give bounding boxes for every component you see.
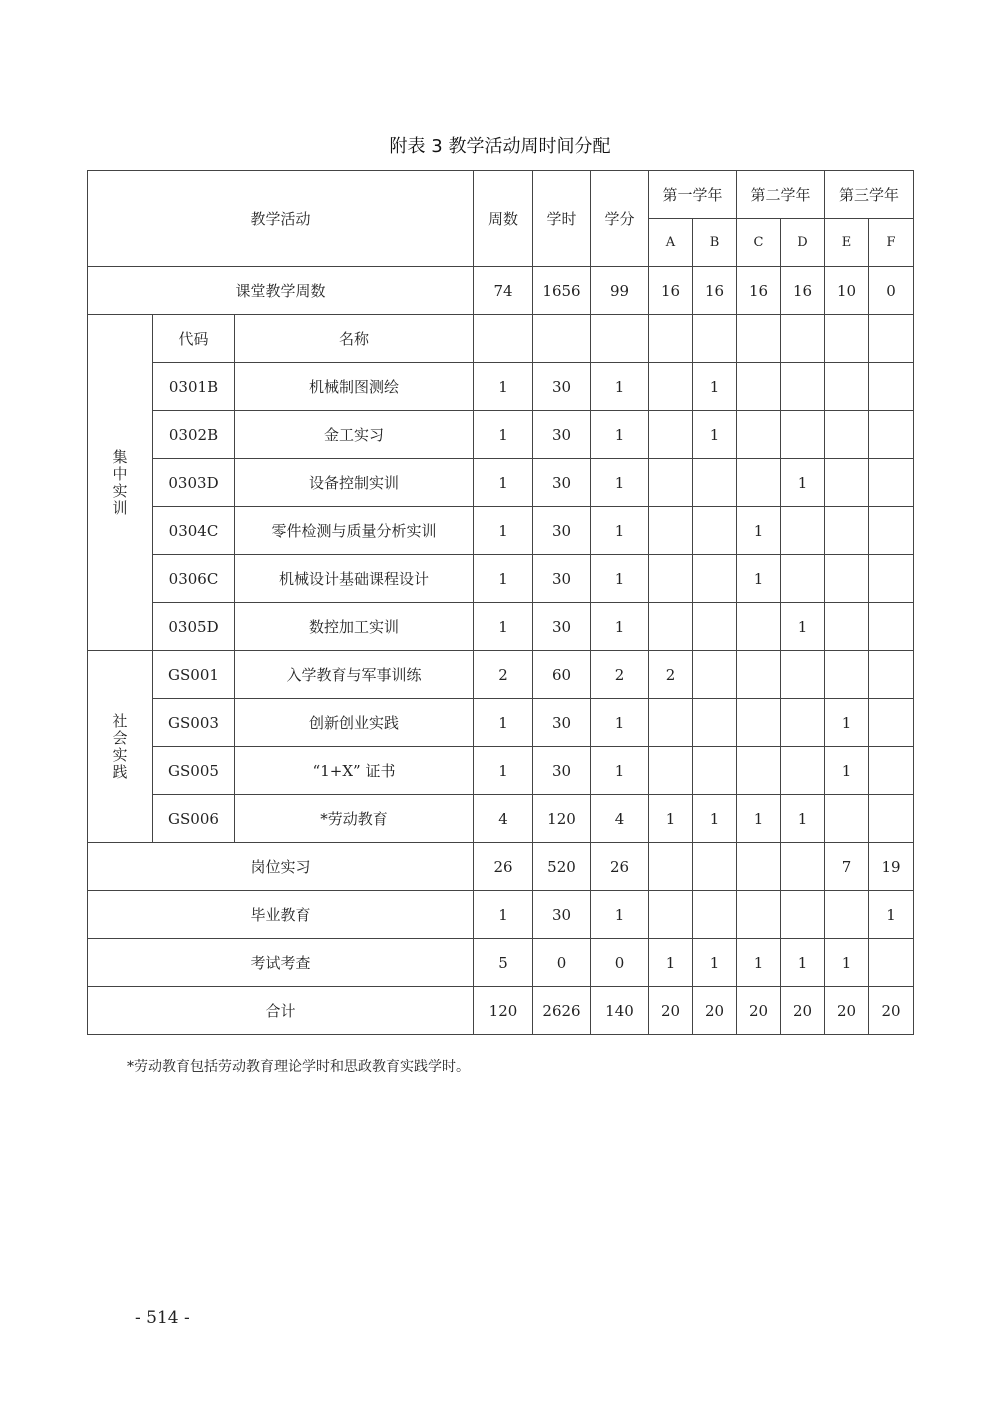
value-cell: 1 [693,363,737,411]
empty-cell [869,315,914,363]
value-cell: 1 [693,939,737,987]
value-cell: 20 [869,987,914,1035]
footnote: *劳动教育包括劳动教育理论学时和思政教育实践学时。 [127,1059,470,1075]
course-code: 0306C [153,555,235,603]
value-cell: 16 [649,267,693,315]
value-cell [825,411,869,459]
header-year-3: 第三学年 [825,171,914,219]
course-name: 设备控制实训 [235,459,474,507]
course-code: 0302B [153,411,235,459]
value-cell [649,555,693,603]
value-cell [737,651,781,699]
header-year-1: 第一学年 [649,171,737,219]
table-row [88,363,914,411]
value-cell: 1 [591,747,649,795]
value-cell [869,459,914,507]
value-cell: 1 [781,459,825,507]
value-cell [649,891,693,939]
value-cell: 1 [649,795,693,843]
value-cell [649,699,693,747]
value-cell [869,603,914,651]
value-cell [825,795,869,843]
value-cell: 2 [474,651,533,699]
value-cell [825,507,869,555]
value-cell: 1 [474,891,533,939]
empty-cell [693,315,737,363]
value-cell: 1 [474,363,533,411]
value-cell: 520 [533,843,591,891]
table-row [88,507,914,555]
course-code: GS003 [153,699,235,747]
empty-cell [474,315,533,363]
row-label: 考试考查 [88,939,474,987]
value-cell: 120 [474,987,533,1035]
value-cell [737,747,781,795]
classroom-row [88,267,914,315]
value-cell: 30 [533,699,591,747]
value-cell: 1 [737,555,781,603]
group-label: 集中实训 [88,315,153,651]
value-cell: 30 [533,459,591,507]
summary-row [88,987,914,1035]
value-cell [781,699,825,747]
course-code: 0301B [153,363,235,411]
value-cell [781,843,825,891]
value-cell: 4 [474,795,533,843]
value-cell [649,843,693,891]
value-cell: 20 [649,987,693,1035]
value-cell: 26 [474,843,533,891]
value-cell: 1 [474,603,533,651]
value-cell: 16 [693,267,737,315]
value-cell: 0 [591,939,649,987]
value-cell [869,555,914,603]
empty-cell [649,315,693,363]
header-activity: 教学活动 [88,171,474,267]
value-cell: 30 [533,507,591,555]
value-cell [825,891,869,939]
value-cell: 16 [737,267,781,315]
value-cell [869,363,914,411]
value-cell [781,507,825,555]
course-name: “1+X” 证书 [235,747,474,795]
course-name: 机械设计基础课程设计 [235,555,474,603]
header-row-1 [88,171,914,219]
value-cell: 16 [781,267,825,315]
value-cell [693,603,737,651]
value-cell: 1 [591,459,649,507]
row-label: 毕业教育 [88,891,474,939]
row-label: 课堂教学周数 [88,267,474,315]
value-cell: 1656 [533,267,591,315]
value-cell [693,699,737,747]
course-code: 0303D [153,459,235,507]
value-cell: 30 [533,411,591,459]
value-cell: 1 [591,603,649,651]
value-cell [869,507,914,555]
value-cell [869,747,914,795]
course-code: GS001 [153,651,235,699]
value-cell: 120 [533,795,591,843]
value-cell: 1 [474,411,533,459]
value-cell: 1 [781,939,825,987]
value-cell: 1 [737,939,781,987]
value-cell [693,747,737,795]
empty-cell [591,315,649,363]
value-cell [649,363,693,411]
empty-cell [533,315,591,363]
course-code: GS006 [153,795,235,843]
value-cell [737,603,781,651]
value-cell: 1 [825,699,869,747]
value-cell: 10 [825,267,869,315]
value-cell: 1 [693,411,737,459]
course-name: 金工实习 [235,411,474,459]
value-cell [737,843,781,891]
value-cell: 1 [869,891,914,939]
table-row [88,795,914,843]
value-cell: 1 [825,747,869,795]
value-cell: 20 [693,987,737,1035]
value-cell: 1 [649,939,693,987]
table-row [88,699,914,747]
value-cell: 60 [533,651,591,699]
value-cell: 5 [474,939,533,987]
value-cell: 1 [781,795,825,843]
value-cell: 1 [693,795,737,843]
value-cell: 1 [591,699,649,747]
header-credits: 学分 [591,171,649,267]
table-row [88,603,914,651]
course-code: GS005 [153,747,235,795]
table-row [88,411,914,459]
value-cell: 19 [869,843,914,891]
group-label: 社会实践 [88,651,153,843]
course-code: 0305D [153,603,235,651]
table-title: 附表 3 教学活动周时间分配 [389,136,611,157]
summary-row [88,891,914,939]
header-term: A [649,219,693,267]
value-cell [693,507,737,555]
value-cell [693,891,737,939]
header-year-2: 第二学年 [737,171,825,219]
value-cell: 1 [737,795,781,843]
course-name: 入学教育与军事训练 [235,651,474,699]
table-row [88,555,914,603]
header-term: D [781,219,825,267]
value-cell: 1 [474,507,533,555]
value-cell [825,555,869,603]
summary-row [88,939,914,987]
table-row [88,747,914,795]
value-cell: 1 [591,363,649,411]
value-cell [869,699,914,747]
value-cell [781,555,825,603]
value-cell [781,891,825,939]
value-cell: 2 [649,651,693,699]
value-cell: 1 [474,699,533,747]
value-cell: 30 [533,555,591,603]
value-cell: 30 [533,363,591,411]
value-cell: 1 [474,459,533,507]
value-cell: 1 [474,555,533,603]
value-cell [649,603,693,651]
value-cell: 1 [825,939,869,987]
page-number: - 514 - [135,1308,190,1328]
value-cell: 2 [591,651,649,699]
empty-cell [781,315,825,363]
header-term: F [869,219,914,267]
value-cell: 1 [474,747,533,795]
row-label: 岗位实习 [88,843,474,891]
value-cell: 1 [591,507,649,555]
header-term: B [693,219,737,267]
value-cell [869,939,914,987]
empty-cell [825,315,869,363]
table-row [88,459,914,507]
value-cell [737,459,781,507]
value-cell [869,411,914,459]
value-cell: 140 [591,987,649,1035]
value-cell: 26 [591,843,649,891]
value-cell [781,651,825,699]
course-name: 创新创业实践 [235,699,474,747]
value-cell [869,651,914,699]
value-cell: 20 [781,987,825,1035]
value-cell [693,555,737,603]
value-cell [693,459,737,507]
value-cell [825,363,869,411]
value-cell: 20 [737,987,781,1035]
value-cell: 1 [781,603,825,651]
value-cell [693,651,737,699]
value-cell [649,507,693,555]
course-name: 数控加工实训 [235,603,474,651]
value-cell [781,363,825,411]
course-name: 机械制图测绘 [235,363,474,411]
value-cell: 1 [591,411,649,459]
value-cell: 1 [737,507,781,555]
empty-cell [737,315,781,363]
value-cell [737,411,781,459]
summary-row [88,843,914,891]
schedule-table [87,170,914,1035]
value-cell: 1 [591,891,649,939]
value-cell: 30 [533,603,591,651]
value-cell [693,843,737,891]
row-label: 合计 [88,987,474,1035]
value-cell: 30 [533,891,591,939]
value-cell [781,747,825,795]
course-name: *劳动教育 [235,795,474,843]
value-cell: 1 [591,555,649,603]
header-weeks: 周数 [474,171,533,267]
value-cell [737,891,781,939]
value-cell: 7 [825,843,869,891]
value-cell: 99 [591,267,649,315]
header-term: E [825,219,869,267]
value-cell [737,699,781,747]
value-cell: 0 [869,267,914,315]
value-cell: 20 [825,987,869,1035]
value-cell: 2626 [533,987,591,1035]
value-cell [781,411,825,459]
course-code: 0304C [153,507,235,555]
value-cell [737,363,781,411]
value-cell [825,603,869,651]
value-cell: 0 [533,939,591,987]
value-cell [649,459,693,507]
course-name: 零件检测与质量分析实训 [235,507,474,555]
value-cell: 4 [591,795,649,843]
value-cell [649,411,693,459]
table-row [88,651,914,699]
sub-header-name: 名称 [235,315,474,363]
value-cell [869,795,914,843]
sub-header-row [88,315,914,363]
value-cell: 74 [474,267,533,315]
value-cell [649,747,693,795]
sub-header-code: 代码 [153,315,235,363]
value-cell [825,459,869,507]
header-term: C [737,219,781,267]
value-cell: 30 [533,747,591,795]
header-hours: 学时 [533,171,591,267]
value-cell [825,651,869,699]
